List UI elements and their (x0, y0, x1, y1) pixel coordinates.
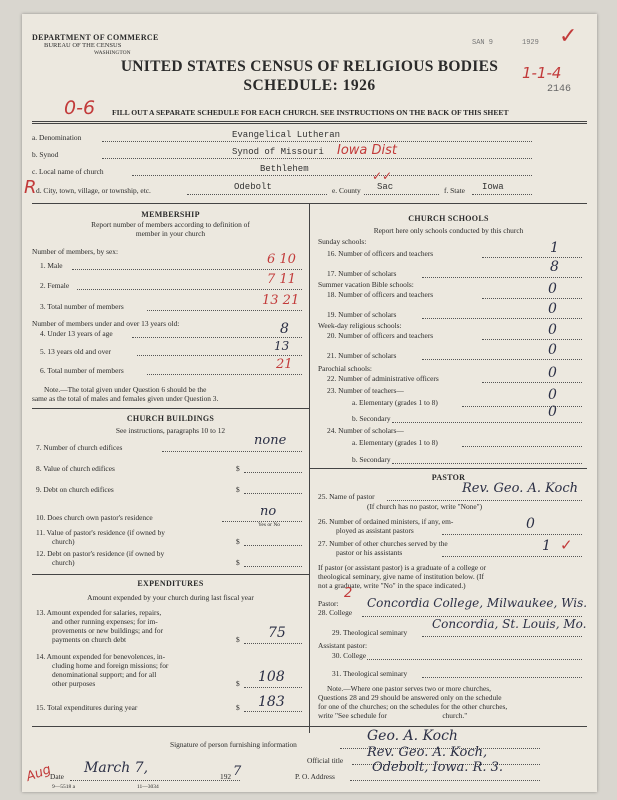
q14-line-4: other purposes (52, 679, 96, 688)
form-number: 9—5518 a (52, 784, 76, 790)
synod-note: Iowa Dist (337, 143, 398, 158)
buildings-sub: See instructions, paragraphs 10 to 12 (115, 426, 226, 435)
received-stamp-right: 1929 (522, 39, 539, 47)
q31-label: 31. Theological seminary (332, 669, 408, 678)
summer-label: Summer vacation Bible schools: (318, 280, 414, 289)
grad-instruction-3: not a graduate, write "No" in the space indicated.) (318, 581, 466, 590)
denomination-label: a. Denomination (32, 133, 82, 142)
weekday-label: Week-day religious schools: (318, 321, 402, 330)
pastor-note-2: Questions 28 and 29 should be answered only on the schedule (318, 693, 502, 702)
q3-value: 13 21 (262, 293, 300, 308)
q4-label: 4. Under 13 years of age (40, 329, 113, 338)
q6-value: 21 (276, 357, 293, 372)
q22-value: 0 (548, 365, 557, 381)
q11-label-2: church) (52, 537, 75, 546)
q24-label: 24. Number of scholars— (327, 426, 404, 435)
state-label: f. State (444, 186, 465, 195)
check-mark-icon: ✓ (559, 24, 578, 49)
pastor-sub-label: Pastor: (318, 599, 339, 608)
q26-label-1: 26. Number of ordained ministers, if any, em- (318, 517, 454, 526)
received-stamp-left: SAN 9 (472, 39, 494, 47)
q8-label: 8. Value of church edifices (36, 464, 115, 473)
expenditures-sub: Amount expended by your church during last fiscal year (87, 593, 254, 602)
signature-value: Geo. A. Koch (367, 728, 458, 744)
q29-value: Concordia, St. Louis, Mo. (432, 617, 587, 631)
pastor-heading: PASTOR (431, 473, 466, 482)
q18-label: 18. Number of officers and teachers (327, 290, 434, 299)
q20-label: 20. Number of officers and teachers (327, 331, 434, 340)
q19-value: 0 (548, 301, 557, 317)
q4-value: 8 (280, 321, 289, 337)
membership-intro-1: Report number of members according to definition of (91, 220, 250, 229)
po-address-value: Odebolt, Iowa. R. 3. (372, 760, 504, 775)
signature-label: Signature of person furnishing information (170, 740, 297, 749)
q23a-label: a. Elementary (grades 1 to 8) (352, 398, 438, 407)
expenditures-heading: EXPENDITURES (137, 579, 204, 588)
q15-dollar: $ (236, 703, 240, 712)
q5-label: 5. 13 years old and over (40, 347, 112, 356)
q13-value: 75 (268, 625, 286, 641)
q18-value: 0 (548, 281, 557, 297)
q26-value: 0 (526, 516, 535, 532)
form-instruction: FILL OUT A SEPARATE SCHEDULE FOR EACH CHURCH. SEE INSTRUCTIONS ON THE BACK OF THIS SHEET (112, 108, 509, 117)
q3-label: 3. Total number of members (40, 302, 124, 311)
date-value: March 7, (84, 760, 149, 776)
q24a-label: a. Elementary (grades 1 to 8) (352, 438, 438, 447)
year-value: 7 (233, 764, 242, 779)
q22-label: 22. Number of administrative officers (327, 374, 439, 383)
city-town-label: d. City, town, village, or township, etc. (36, 186, 151, 195)
state-value: Iowa (482, 182, 504, 192)
buildings-heading: CHURCH BUILDINGS (126, 414, 215, 423)
q13-line-1: 13. Amount expended for salaries, repairs, (36, 608, 162, 617)
department-label: DEPARTMENT OF COMMERCE (32, 33, 159, 42)
left-mark: 0-6 (64, 97, 96, 119)
q25-note: (If church has no pastor, write "None") (367, 502, 483, 511)
q28-value: Concordia College, Milwaukee, Wis. (367, 596, 588, 610)
q23b-value: 0 (548, 404, 557, 420)
q13-line-2: and other running expenses; for im- (52, 617, 158, 626)
q21-value: 0 (548, 342, 557, 358)
q16-label: 16. Number of officers and teachers (327, 249, 434, 258)
church-name-label: c. Local name of church (32, 167, 104, 176)
q9-label: 9. Debt on church edifices (36, 485, 114, 494)
census-schedule-sheet (22, 14, 597, 792)
q13-dollar: $ (236, 635, 240, 644)
bureau-label: BUREAU OF THE CENSUS (44, 42, 122, 49)
q10-hint: Yes or No (258, 522, 281, 528)
q28-label: 28. College (318, 608, 353, 617)
synod-value: Synod of Missouri (232, 147, 324, 157)
grad-instruction-2: theological seminary, give name of institution below. (If (318, 572, 484, 581)
form-number-2: 11—3034 (137, 784, 159, 790)
po-address-label: P. O. Address (295, 772, 335, 781)
q26-label-2: ployed as assistant pastors (336, 526, 414, 535)
q12-label-1: 12. Debt on pastor's residence (if owned by (36, 549, 165, 558)
schools-heading: CHURCH SCHOOLS (408, 214, 489, 223)
q30-label: 30. College (332, 651, 367, 660)
pastor-note-4: write "See schedule for church." (318, 711, 468, 720)
denomination-value: Evangelical Lutheran (232, 130, 341, 140)
membership-heading: MEMBERSHIP (141, 210, 200, 219)
q29-label: 29. Theological seminary (332, 628, 408, 637)
pastor-note-3: for one of the churches; on the schedules for the other churches, (318, 702, 508, 711)
grad-instruction-1: If pastor (or assistant pastor) is a graduate of a college or (318, 563, 487, 572)
city-label: WASHINGTON (94, 50, 131, 56)
q27-label-1: 27. Number of other churches served by the (318, 539, 448, 548)
corner-mark: Aug (24, 762, 54, 785)
q2-label: 2. Female (40, 281, 70, 290)
q8-dollar: $ (236, 464, 240, 473)
sunday-label: Sunday schools: (318, 237, 367, 246)
r-mark: R (24, 177, 37, 198)
q25-value: Rev. Geo. A. Koch (462, 481, 578, 496)
membership-intro-2: member in your church (135, 229, 206, 238)
q27-label-2: pastor or his assistants (336, 548, 403, 557)
q15-label: 15. Total expenditures during year (36, 703, 138, 712)
synod-label: b. Synod (32, 150, 59, 159)
top-right-mark: 1-1-4 (522, 64, 562, 82)
schools-sub: Report here only schools conducted by this church (373, 226, 524, 235)
q1-label: 1. Male (40, 261, 63, 270)
q11-dollar: $ (236, 537, 240, 546)
parochial-label: Parochial schools: (318, 364, 372, 373)
q12-dollar: $ (236, 558, 240, 567)
q23b-label: b. Secondary (352, 414, 391, 423)
form-title: UNITED STATES CENSUS OF RELIGIOUS BODIES (120, 58, 499, 75)
q20-value: 0 (548, 322, 557, 338)
q5-value: 13 (274, 339, 290, 353)
county-label: e. County (332, 186, 361, 195)
q27-value: 1 (542, 538, 551, 554)
year-prefix: 192 (220, 772, 232, 781)
q12-label-2: church) (52, 558, 75, 567)
q23-label: 23. Number of teachers— (327, 386, 404, 395)
pastor-note-1: Note.—Where one pastor serves two or more churches, (327, 684, 491, 693)
county-value: Sac (377, 182, 394, 192)
q6-label: 6. Total number of members (40, 366, 124, 375)
official-title-label: Official title (307, 756, 344, 765)
q17-value: 8 (550, 259, 559, 275)
q7-label: 7. Number of church edifices (36, 443, 123, 452)
pastor-red-mark: 2 (344, 586, 353, 601)
church-name-value: Bethlehem (260, 164, 309, 174)
q10-value: no (260, 504, 277, 519)
assistant-pastor-label: Assistant pastor: (318, 641, 368, 650)
q13-line-4: payments on church debt (52, 635, 127, 644)
age-intro-label: Number of members under and over 13 years old: (32, 319, 180, 328)
q14-line-1: 14. Amount expended for benevolences, in- (36, 652, 166, 661)
q27-check-icon: ✓ (560, 536, 573, 554)
official-title-value: Rev. Geo. A. Koch, (367, 745, 488, 760)
q17-label: 17. Number of scholars (327, 269, 397, 278)
q14-line-2: cluding home and foreign missions; for (52, 661, 169, 670)
q19-label: 19. Number of scholars (327, 310, 397, 319)
q16-value: 1 (550, 240, 559, 256)
county-check-icon: ✓✓ (372, 169, 393, 183)
membership-note-1: Note.—The total given under Question 6 should be the (44, 385, 207, 394)
form-subtitle: SCHEDULE: 1926 (243, 77, 376, 94)
q23a-value: 0 (548, 387, 557, 403)
q2-value: 7 11 (267, 272, 296, 287)
q21-label: 21. Number of scholars (327, 351, 397, 360)
q14-line-3: denominational support; and for all (52, 670, 157, 679)
q13-line-3: provements or new buildings; and for (52, 626, 164, 635)
stamp-number: 2146 (547, 84, 572, 95)
q1-value: 6 10 (267, 252, 296, 267)
q25-label: 25. Name of pastor (318, 492, 375, 501)
membership-note-2: same as the total of males and females given under Question 3. (32, 394, 219, 403)
by-sex-label: Number of members, by sex: (32, 247, 118, 256)
q11-label-1: 11. Value of pastor's residence (if owned by (36, 528, 165, 537)
q14-dollar: $ (236, 679, 240, 688)
date-label: Date (50, 772, 64, 781)
q24b-label: b. Secondary (352, 455, 391, 464)
q7-value: none (254, 433, 287, 448)
q9-dollar: $ (236, 485, 240, 494)
city-town-value: Odebolt (234, 182, 272, 192)
q14-value: 108 (258, 669, 285, 685)
q15-value: 183 (258, 694, 285, 710)
q10-label: 10. Does church own pastor's residence (36, 513, 153, 522)
